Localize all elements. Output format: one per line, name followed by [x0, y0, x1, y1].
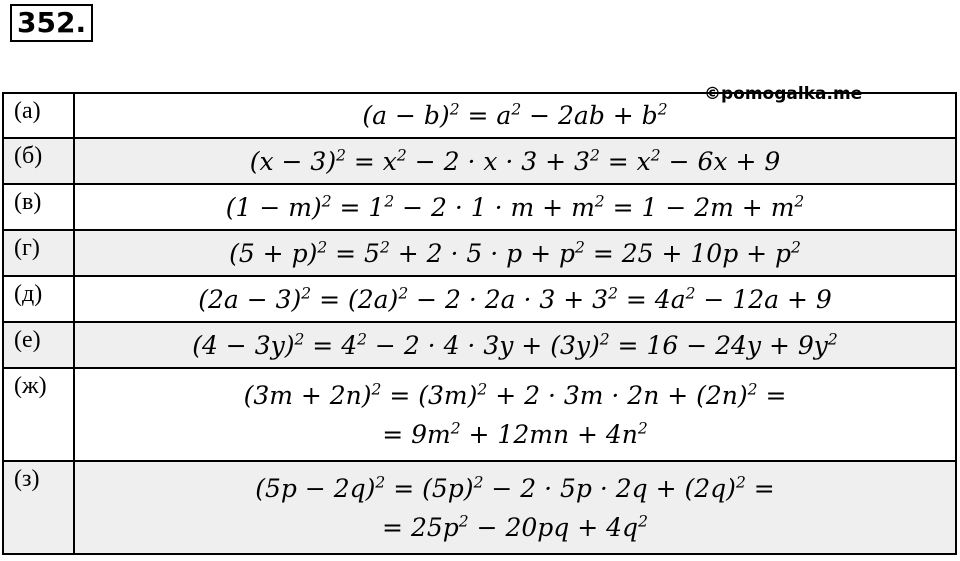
table-row [3, 368, 956, 461]
row-expression [74, 276, 956, 322]
table-row [3, 276, 956, 322]
row-label: (д) [3, 276, 74, 322]
expression-line: = $25p^2 - 20pq + 4q^2$ [382, 512, 648, 542]
row-expression [74, 368, 956, 461]
table-row [3, 184, 956, 230]
task-number: 352. [10, 4, 93, 42]
row-label: (ж) [3, 368, 74, 461]
expression-line: $(a - b)^2 = a^2 - 2ab + b^2$ [362, 100, 668, 130]
expression-line: $(5p - 2q)^2 = (5p)^2 - 2 \cdot 5p \cdot 2q + (2q)^2$ = [255, 473, 775, 503]
row-label: (а) [3, 93, 74, 138]
expression-line: $(3m + 2n)^2 = (3m)^2 + 2 \cdot 3m \cdot 2n + (2n)^2$ = [243, 380, 787, 410]
row-expression [74, 461, 956, 554]
table-row [3, 322, 956, 368]
row-expression [74, 184, 956, 230]
expression-line: $(2a - 3)^2 = (2a)^2 - 2 \cdot 2a \cdot 3 + 3^2 = 4a^2 - 12a + 9$ [198, 284, 832, 314]
solutions-table [2, 92, 957, 555]
watermark: ©pomogalka.me [704, 84, 863, 104]
expression-line: $(4 - 3y)^2 = 4^2 - 2 \cdot 4 \cdot 3y + (3y)^2 = 16 - 24y + 9y^2$ [192, 330, 838, 360]
table-row [3, 138, 956, 184]
expression-line: $(x - 3)^2 = x^2 - 2 \cdot x \cdot 3 + 3^2 = x^2 - 6x + 9$ [249, 146, 781, 176]
row-expression [74, 322, 956, 368]
row-expression [74, 138, 956, 184]
row-label: (з) [3, 461, 74, 554]
expression-line: $(1 - m)^2 = 1^2 - 2 \cdot 1 \cdot m + m^2 = 1 - 2m + m^2$ [225, 192, 805, 222]
row-label: (в) [3, 184, 74, 230]
expression-line: = $9m^2 + 12mn + 4n^2$ [382, 419, 648, 449]
expression-line: $(5 + p)^2 = 5^2 + 2 \cdot 5 \cdot p + p^2 = 25 + 10p + p^2$ [229, 238, 801, 268]
row-label: (е) [3, 322, 74, 368]
row-expression [74, 230, 956, 276]
table-row [3, 230, 956, 276]
table-row [3, 461, 956, 554]
row-label: (б) [3, 138, 74, 184]
row-label: (г) [3, 230, 74, 276]
